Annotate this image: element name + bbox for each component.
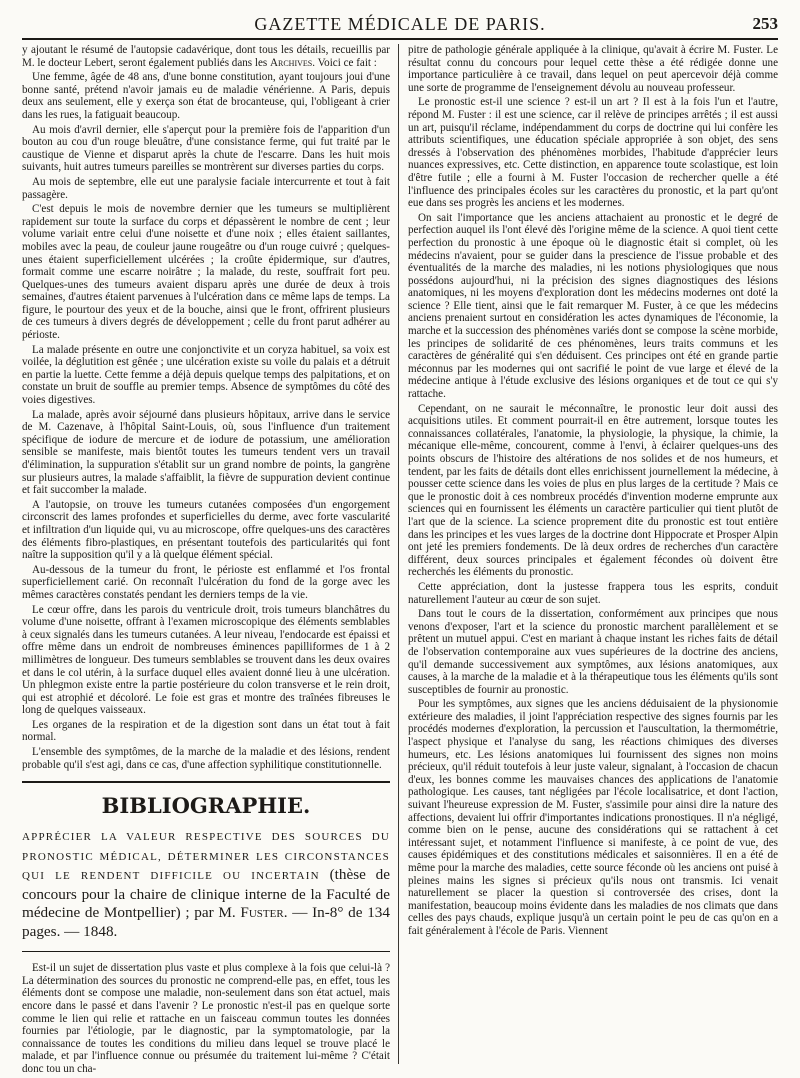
paragraph: La malade, après avoir séjourné dans plusieurs hôpitaux, arrive dans le service de M. Cazenave, à l'hôpital Saint-Louis, où, sous l'influence d'un traitement spécifique de iodure de mercure et de iodure de potassium, une amélioration sensible se manifeste, mais bientôt toutes les tumeurs tendent vers un travail d'élimination, la suppuration s'établit sur un grand nombre de points, la gangrène sur plusieurs autres, la malade s'affaiblit, la fièvre de suppuration devient continue et fait succomber la malade. xyxy=(22,408,390,497)
paragraph: L'ensemble des symptômes, de la marche de la maladie et des lésions, rendent probable qu'il s'est agi, dans ce cas, d'une affection syphilitique constitutionnelle. xyxy=(22,746,390,771)
journal-title: GAZETTE MÉDICALE DE PARIS. xyxy=(254,14,546,34)
book-author: Fuster xyxy=(240,904,284,922)
paragraph: pitre de pathologie générale appliquée à la clinique, qu'avait à écrire M. Fuster. Le résultat connu du concours pour lequel cette thèse a été rédigée donne une importance particulière à ce travail, dans lequel on peut apercevoir déjà comme une sorte de programme de l'enseignement dévolu au nouveau professeur. xyxy=(408,44,778,94)
paragraph: Les organes de la respiration et de la digestion sont dans un état tout à fait normal. xyxy=(22,718,390,744)
right-column xyxy=(408,44,778,940)
column-divider xyxy=(398,44,399,1064)
paragraph: C'est depuis le mois de novembre dernier que les tumeurs se multiplièrent rapidement sur toute la surface du corps et dépassèrent le nombre de cent ; leur volume variait entre celui d'une noisette et d'une noix ; elles étaient saillantes, mobiles avec la peau, de couleur jaune rougeâtre ou d'un rouge cuivré ; quelques-unes étaient superficiellement ulcérées ; la croûte épidermique, sur d'autres, formait comme une escarre noirâtre ; la malade, du reste, souffrait fort peu. Quelques-unes des tumeurs avaient disparu après une durée de deux à trois semaines, d'autres étaient parvenues à l'ulcération dans ce même laps de temps. La figure, le pourtour des yeux et de la bouche, ainsi que le front, offrirent plusieurs de ces tumeurs à divers degrés de développement ; celle du front parut adhérer au périoste. xyxy=(22,203,390,342)
paragraph: Au mois de septembre, elle eut une paralysie faciale intercurrente et tout à fait passagère. xyxy=(22,175,390,201)
left-column xyxy=(22,44,390,1078)
page-header xyxy=(22,10,778,40)
citation-rule xyxy=(22,951,390,952)
paragraph: Au-dessous de la tumeur du front, le périoste est enflammé et l'os frontal superficiellement carié. On reconnaît l'ulcération du fond de la gorge avec les mêmes caractères constatés pendant les derniers temps de la vie. xyxy=(22,563,390,601)
paragraph: Le pronostic est-il une science ? est-il un art ? Il est à la fois l'un et l'autre, répond M. Fuster : il est une science, car il relève de principes arrêtés ; il est aussi un art, puisqu'il réclame, indépendamment du corps de doctrine qui lui confère les attributs scientifiques, une éducation spéciale appropriée à son objet, des sens dressés à l'observation des phénomènes morbides, l'habitude d'apprécier leurs nuances expressives, etc. Cette distinction, en apparence toute scolastique, est loin d'être futile ; elle a fourni à M. Fuster l'occasion de rechercher quelle a été l'influence des principales écoles sur les caractères du pronostic, et la part qu'ont eue dans ses progrès les anciens et les modernes. xyxy=(408,96,778,210)
paragraph: La malade présente en outre une conjonctivite et un coryza habituel, sa voix est voilée, la déglutition est gênée ; une ulcération existe su voile du palais et a détruit en partie la luette. Cette femme a déjà depuis quelque temps des palpitations, et on constate un bruit de souffle au premier temps. Absence de symptômes du côté des voies digestives. xyxy=(22,343,390,407)
paragraph: Au mois d'avril dernier, elle s'aperçut pour la première fois de l'apparition d'un bouton au cou d'un rouge bleuâtre, d'une consistance ferme, qui fut traité par le caustique de Vienne et disparut après la chute de l'escarre. Dans les huit mois suivants, huit autres tumeurs pareilles se montrèrent sur diverses parties du corps. xyxy=(22,123,390,174)
paragraph: Cependant, on ne saurait le méconnaître, le pronostic leur doit aussi des acquisitions utiles. Et comment pourrait-il en être autrement, lorsque toutes les connaissances collatérales, l'anatomie, la physiologie, la physique, la chimie, la mécanique elle-même, concourent, comme à l'envi, à éclairer quelques-uns des points obscurs de l'histoire des altérations de nos solides et de nos humeurs, et tendent, par les faits de détails dont elles enrichissent journellement la médecine, à pousser cette science dans les voies de plus en plus larges de la certitude ? Mais ce que le pronostic doit à ces nombreux procédés d'invention moderne emprunte aux sciences qui en fournissent les éléments un caractère particulier qui tient plutôt de l'art que de la science. La science proprement dite du pronostic est tout entière dans les principes et les vues larges de la doctrine dont Hippocrate et Prosper Alpin ont jeté les premiers fondements. De là deux ordres de recherches d'un caractère différent, deux sources principales et également fécondes où doivent être recherchés les éléments du pronostic. xyxy=(408,402,778,579)
book-title: APPRÉCIER LA VALEUR RESPECTIVE DES SOURCES DU PRONOSTIC MÉDICAL, DÉTERMINER LES CIRCONSTANCES QUI LE RENDENT DIFFICILE OU INCERTAIN xyxy=(22,831,390,883)
paragraph: On sait l'importance que les anciens attachaient au pronostic et le degré de perfection auquel ils l'ont élevé dès l'origine même de la science. A quoi tient cette perfection du pronostic à une époque où le diagnostic était si complet, où les médecins n'avaient, pour se guider dans la prescience de l'issue probable et des éventualités de la marche des maladies, ni les notions physiologiques que nous possédons aujourd'hui, ni la précision des signes diagnostiques des lésions anatomiques, ni les moyens d'exploration dont les médecins modernes ont doté la science ? Elle tient, ainsi que le fait remarquer M. Fuster, à ce que les médecins anciens prenaient surtout en considération les actes dynamiques de l'économie, la marche et la succession des phénomènes variés dont se compose la scène morbide, les principes de solidarité de ces phénomènes, leurs traits communs et les caractères de généralité qui s'en déduisent. Ces principes ont été en grande partie méconnus par les modernes qui ont sacrifié le point de vue large et élevé de la médecine antique à l'étude exclusive des lésions organiques et de tout ce qui s'y rattache. xyxy=(408,211,778,401)
paragraph: Le cœur offre, dans les parois du ventricule droit, trois tumeurs blanchâtres du volume d'une noisette, offrant à l'examen microscopique des éléments semblables à ceux signalés dans les tumeurs cutanées. A leur niveau, l'endocarde est épaissi et offre même dans un endroit de nombreuses éminences papilliformes de 1 à 2 millimètres de longueur. Des tumeurs semblables se trouvent dans les deux ovaires et dans le col utérin, à la surface duquel elles avaient donné lieu à une ulcération. Un phlegmon existe entre la partie postérieure du colon transverse et le rein droit, qui est atrophié et décoloré. Le foie est gras et montre des traînées fibreuses le long de quelques vaisseaux. xyxy=(22,603,390,717)
page-number: 253 xyxy=(752,14,778,33)
paragraph: Pour les symptômes, aux signes que les anciens déduisaient de la physionomie extérieure des maladies, il joint l'appréciation respective des signes fournis par les procédés modernes d'exploration, la percussion et l'auscultation, la thermométrie, l'aspect physique et l'analyse du sang, les réactions chimiques des diverses humeurs, etc. Les lésions anatomiques lui fournissent des signes non moins précieux, qu'il réduit toutefois à leur juste valeur, signalant, à l'occasion de chacun d'eux, les bonnes comme les mauvaises chances des applications de l'anatomie pathologique. Les causes, tant négligées par l'école localisatrice, et dont l'action, suivant l'heureuse expression de M. Fuster, s'assimile pour ainsi dire la nature des affections, devaient lui offrir d'importantes indications pronostiques. Il n'a négligé, comme bien on le pense, aucune des considérations qui se rattachent à cet intéressant sujet, et notamment l'influence si manifeste, à ce point de vue, des causes épidémiques et des constitutions médicales et saisonnières. Il en a été de même pour la marche des maladies, cette source féconde où les anciens ont puisé à pleines mains les signes si précieux qu'ils nous ont transmis. Ici venait naturellement se placer la question si controversée des crises, dont la manifestation, beaucoup moins évidente dans les maladies de nos climats que dans celles des pays chauds, explique jusqu'à un certain point le peu de cas qu'on en a fait généralement à l'école de Paris. Viennent xyxy=(408,698,778,937)
paragraph: Cette appréciation, dont la justesse frappera tous les esprits, conduit naturellement l'auteur au cœur de son sujet. xyxy=(408,580,778,606)
section-heading: BIBLIOGRAPHIE. xyxy=(101,793,311,819)
book-citation: APPRÉCIER LA VALEUR RESPECTIVE DES SOURCES DU PRONOSTIC MÉDICAL, DÉTERMINER LES CIRCONSTANCES QUI LE RENDENT DIFFICILE OU INCERTAIN (thèse de concours pour la chaire de clinique interne de la Faculté de médecine de Montpellier) ; par M. Fuster. — In-8° de 134 pages. — 1848. xyxy=(22,831,390,940)
paragraph: Une femme, âgée de 48 ans, d'une bonne constitution, ayant toujours joui d'une bonne santé, prétend n'avoir jamais eu de maladie vénérienne. A Paris, depuis deux ans seulement, elle y exerça son état de brocanteuse, qui, l'obligeant à crier dans les rues, la fatiguait beaucoup. xyxy=(22,71,390,121)
section-rule xyxy=(22,775,390,783)
paragraph: Dans tout le cours de la dissertation, conformément aux principes que nous venons d'exposer, l'art et la science du pronostic marchent parallèlement et se prêtent un mutuel appui. C'est en mariant à chaque instant les riches faits de détail de l'observation contemporaine aux vues supérieures de la doctrine des anciens, qu'il demande successivement aux symptômes, aux lésions anatomiques, aux causes, à la marche de la maladie et à la thérapeutique tous les éléments qu'ils sont susceptibles de fournir au pronostic. xyxy=(408,608,778,696)
archives-reference: Archives xyxy=(270,56,313,69)
review-paragraph: Est-il un sujet de dissertation plus vaste et plus complexe à la fois que celui-là ? La détermination des sources du pronostic ne comprend-elle pas, en effet, tous les éléments dont se compose une maladie, non-seulement dans son état actuel, mais encore dans le passé et dans l'avenir ? Le pronostic n'est-il pas en quelque sorte comme le lien qui relie et rattache en un faisceau commun toutes les données fournies par l'étiologie, par le diagnostic, par la symptomatologie, par la connaissance de toutes les conditions du milieu dans lequel se trouve placé le malade, et par l'influence connue ou présumée du traitement lui-même ? C'était donc tou un cha- xyxy=(22,962,390,1075)
paragraph: A l'autopsie, on trouve les tumeurs cutanées composées d'un engorgement circonscrit des lames profondes et superficielles du derme, avec forte vascularité et infiltration d'un liquide qui, vu au microscope, offre quelques-uns des caractères des éléments fibro-plastiques, en présentant toutefois des particularités qui font naître la supposition qu'il y a là quelque élément spécial. xyxy=(22,498,390,562)
case-intro: y ajoutant le résumé de l'autopsie cadavérique, dont tous les détails, recueillis par M. le docteur Lebert, seront également publiés dans les Archives. Voici ce fait : xyxy=(22,44,390,69)
